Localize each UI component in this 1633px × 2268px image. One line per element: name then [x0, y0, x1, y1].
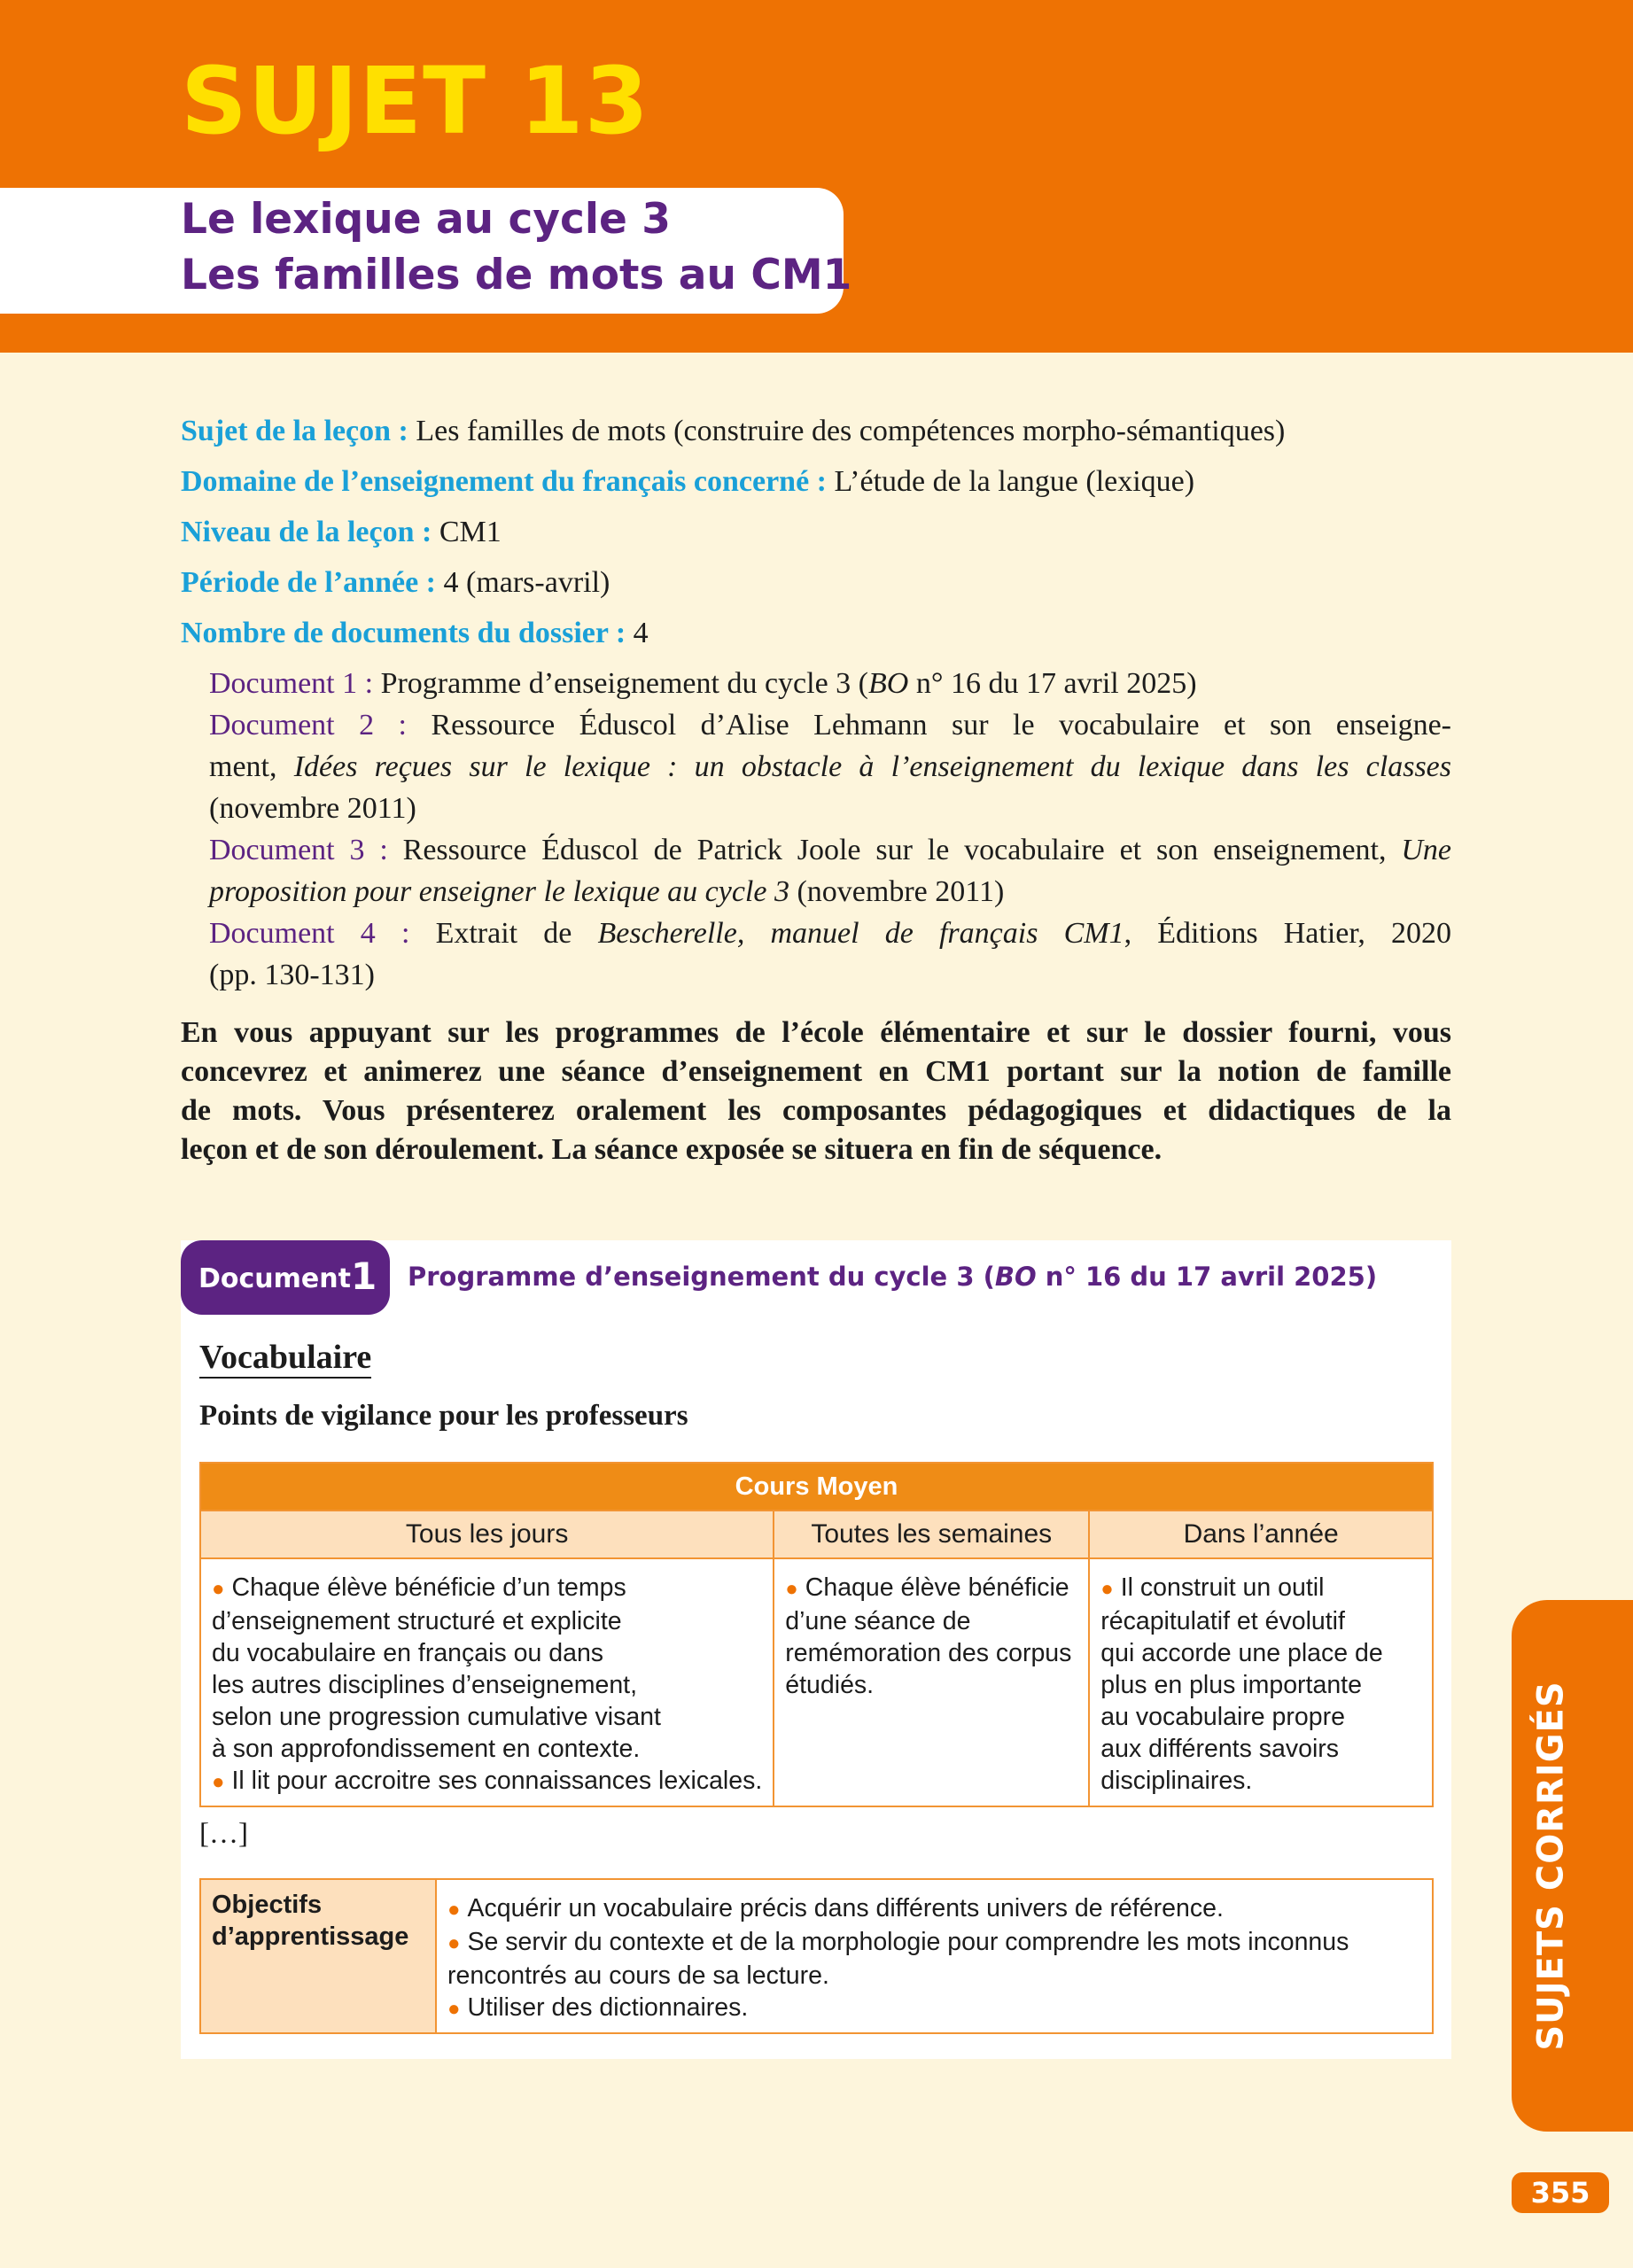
list-item: [785, 1572, 1077, 1605]
list-item-text: Utiliser des dictionnaires.: [467, 1993, 749, 2022]
meta-value: 4: [626, 617, 649, 649]
objectives-label-line: Objectifs: [212, 1891, 323, 1919]
instruction-line: concevrez et animerez une séance d’enseignement en CM1 portant sur la notion de famille: [181, 1055, 1451, 1088]
list-item: [1100, 1605, 1421, 1637]
doc-text-italic: Idées reçues sur le lexique : un obstacle à l’enseignement du lexique dans les classes: [293, 750, 1451, 783]
page-number: 355: [1512, 2172, 1609, 2213]
meta-row-sujet: [181, 406, 1451, 456]
table-cell-tous-les-jours: [200, 1558, 774, 1806]
documents-list: [209, 663, 1451, 996]
table-main-header: Cours Moyen: [200, 1463, 1433, 1511]
instruction-line: de mots. Vous présenterez oralement les composantes pédagogiques et didactiques de la: [181, 1094, 1451, 1127]
list-item: [1100, 1701, 1421, 1733]
heading-text: n° 16 du 17 avril 2025): [1036, 1262, 1378, 1292]
meta-value: 4 (mars-avril): [436, 566, 610, 599]
column-header: Toutes les semaines: [774, 1511, 1089, 1558]
list-item-text: remémoration des corpus: [785, 1639, 1072, 1667]
document-ref: Document 2 :: [209, 709, 407, 742]
doc-text: Ressource Éduscol d’Alise Lehmann sur le vocabulaire et son enseigne-: [406, 709, 1451, 742]
document-2-line-2: [209, 746, 1451, 788]
document-ref: Document 4 :: [209, 917, 410, 950]
table-cell-dans-l-annee: [1089, 1558, 1433, 1806]
heading-text: Programme d’enseignement du cycle 3 (: [408, 1262, 995, 1292]
list-item-text: plus en plus importante: [1100, 1671, 1362, 1699]
list-item-text: disciplinaires.: [1100, 1767, 1253, 1795]
list-item: [212, 1637, 762, 1669]
doc-text-italic: BO: [868, 667, 909, 700]
objectives-list: [436, 1879, 1433, 2033]
list-item: [785, 1605, 1077, 1637]
doc-text-italic: Bescherelle, manuel de français CM1: [597, 917, 1124, 950]
list-item-text: aux différents savoirs: [1100, 1735, 1340, 1763]
list-item-text: du vocabulaire en français ou dans: [212, 1639, 604, 1667]
objectives-label-line: d’apprentissage: [212, 1922, 409, 1951]
bullet-dot-icon: ●: [447, 1898, 461, 1922]
document-3-entry: [209, 829, 1451, 871]
list-item-text: Chaque élève bénéficie d’un temps: [231, 1573, 626, 1602]
sujet-title: SUJET 13: [181, 47, 649, 155]
list-item-text: à son approfondissement en contexte.: [212, 1735, 641, 1763]
list-item: [212, 1701, 762, 1733]
list-item-text: les autres disciplines d’enseignement,: [212, 1671, 638, 1699]
meta-value: CM1: [432, 516, 502, 548]
list-item: [1100, 1572, 1421, 1605]
list-item: [212, 1572, 762, 1605]
subtitle-line-2: Les familles de mots au CM1: [181, 251, 852, 299]
heading-text-italic: BO: [994, 1262, 1037, 1292]
list-item-text: Il construit un outil: [1120, 1573, 1325, 1602]
list-item: [1100, 1669, 1421, 1701]
side-tab-label: SUJETS CORRIGÉS: [1531, 1681, 1573, 2051]
meta-row-domaine: [181, 456, 1451, 507]
document-tab-number: 1: [351, 1254, 377, 1298]
list-item-text: étudiés.: [785, 1671, 875, 1699]
meta-row-periode: [181, 557, 1451, 608]
meta-value: L’étude de la langue (lexique): [827, 465, 1195, 498]
instructions-paragraph: [181, 1014, 1451, 1169]
bullet-dot-icon: ●: [447, 1997, 461, 2021]
list-item-text: Acquérir un vocabulaire précis dans différents univers de référence.: [467, 1894, 1224, 1922]
column-header: Tous les jours: [200, 1511, 774, 1558]
document-4-entry: [209, 913, 1451, 954]
meta-row-nombre: [181, 608, 1451, 658]
vigilance-table: [199, 1462, 1434, 1807]
list-item: [212, 1605, 762, 1637]
bullet-dot-icon: ●: [1100, 1577, 1114, 1601]
doc-text-italic: Une: [1401, 834, 1452, 866]
meta-label: Période de l’année :: [181, 566, 436, 599]
list-item-text: qui accorde une place de: [1100, 1639, 1383, 1667]
list-item: [447, 1992, 1421, 2025]
doc-text: , Éditions Hatier, 2020: [1124, 917, 1451, 950]
document-1-heading: [408, 1262, 1377, 1292]
doc-text: Extrait de: [409, 917, 598, 950]
document-2-entry: [209, 704, 1451, 746]
list-item-text: au vocabulaire propre: [1100, 1703, 1345, 1731]
doc-text: n° 16 du 17 avril 2025): [908, 667, 1197, 700]
doc-text-italic: proposition pour enseigner le lexique au cycle 3: [209, 875, 789, 908]
list-item-text: Chaque élève bénéficie: [805, 1573, 1069, 1602]
document-4-line-2: (pp. 130-131): [209, 959, 375, 991]
list-item: [785, 1669, 1077, 1701]
document-3-line-2: [209, 871, 1451, 913]
instruction-line: En vous appuyant sur les programmes de l’école élémentaire et sur le dossier fourni, vous: [181, 1016, 1451, 1049]
objectives-table: [199, 1878, 1434, 2034]
doc-text: Programme d’enseignement du cycle 3 (: [373, 667, 869, 700]
list-item: [212, 1733, 762, 1765]
document-tab-word: Document: [198, 1263, 351, 1294]
subtitle-line-1: Le lexique au cycle 3: [181, 195, 671, 244]
list-item: [447, 1892, 1421, 1926]
section-subtitle: Points de vigilance pour les professeurs: [199, 1400, 688, 1432]
meta-label: Domaine de l’enseignement du français concerné :: [181, 465, 828, 498]
document-ref: Document 1 :: [209, 667, 374, 700]
list-item-text: d’une séance de: [785, 1607, 971, 1635]
meta-label: Niveau de la leçon :: [181, 516, 432, 548]
document-1-entry: [209, 663, 1451, 704]
list-item-text: selon une progression cumulative visant: [212, 1703, 661, 1731]
instruction-line: leçon et de son déroulement. La séance exposée se situera en fin de séquence.: [181, 1133, 1163, 1166]
bullet-dot-icon: ●: [785, 1577, 798, 1601]
list-item: [212, 1669, 762, 1701]
meta-label: Nombre de documents du dossier :: [181, 617, 626, 649]
side-tab-label-wrap: [1512, 1600, 1591, 2132]
list-item: [785, 1637, 1077, 1669]
objectives-label: [200, 1879, 436, 2033]
doc-text: Ressource Éduscol de Patrick Joole sur le vocabulaire et son enseignement,: [387, 834, 1402, 866]
list-item-text: récapitulatif et évolutif: [1100, 1607, 1345, 1635]
column-header: Dans l’année: [1089, 1511, 1433, 1558]
list-item: [212, 1765, 762, 1798]
bullet-dot-icon: ●: [447, 1931, 461, 1955]
document-2-line-3: (novembre 2011): [209, 792, 416, 825]
document-1-tab: [181, 1240, 390, 1315]
section-title: Vocabulaire: [199, 1338, 371, 1379]
list-item: [1100, 1637, 1421, 1669]
meta-label: Sujet de la leçon :: [181, 415, 408, 447]
list-item-text: Il lit pour accroitre ses connaissances lexicales.: [231, 1767, 763, 1795]
list-item-text: rencontrés au cours de sa lecture.: [447, 1961, 829, 1990]
lesson-meta: [181, 406, 1451, 658]
list-item: [1100, 1733, 1421, 1765]
list-item-text: d’enseignement structuré et explicite: [212, 1607, 622, 1635]
list-item: [447, 1960, 1421, 1992]
list-item: [447, 1926, 1421, 1960]
ellipsis: […]: [199, 1818, 248, 1850]
bullet-dot-icon: ●: [212, 1770, 225, 1794]
list-item: [1100, 1765, 1421, 1797]
document-ref: Document 3 :: [209, 834, 388, 866]
doc-text: (novembre 2011): [789, 875, 1005, 908]
meta-value: Les familles de mots (construire des compétences morpho-sémantiques): [408, 415, 1286, 447]
doc-text: ment,: [209, 750, 294, 783]
meta-row-niveau: [181, 507, 1451, 557]
bullet-dot-icon: ●: [212, 1577, 225, 1601]
table-cell-toutes-les-semaines: [774, 1558, 1089, 1806]
list-item-text: Se servir du contexte et de la morphologie pour comprendre les mots inconnus: [467, 1928, 1349, 1956]
